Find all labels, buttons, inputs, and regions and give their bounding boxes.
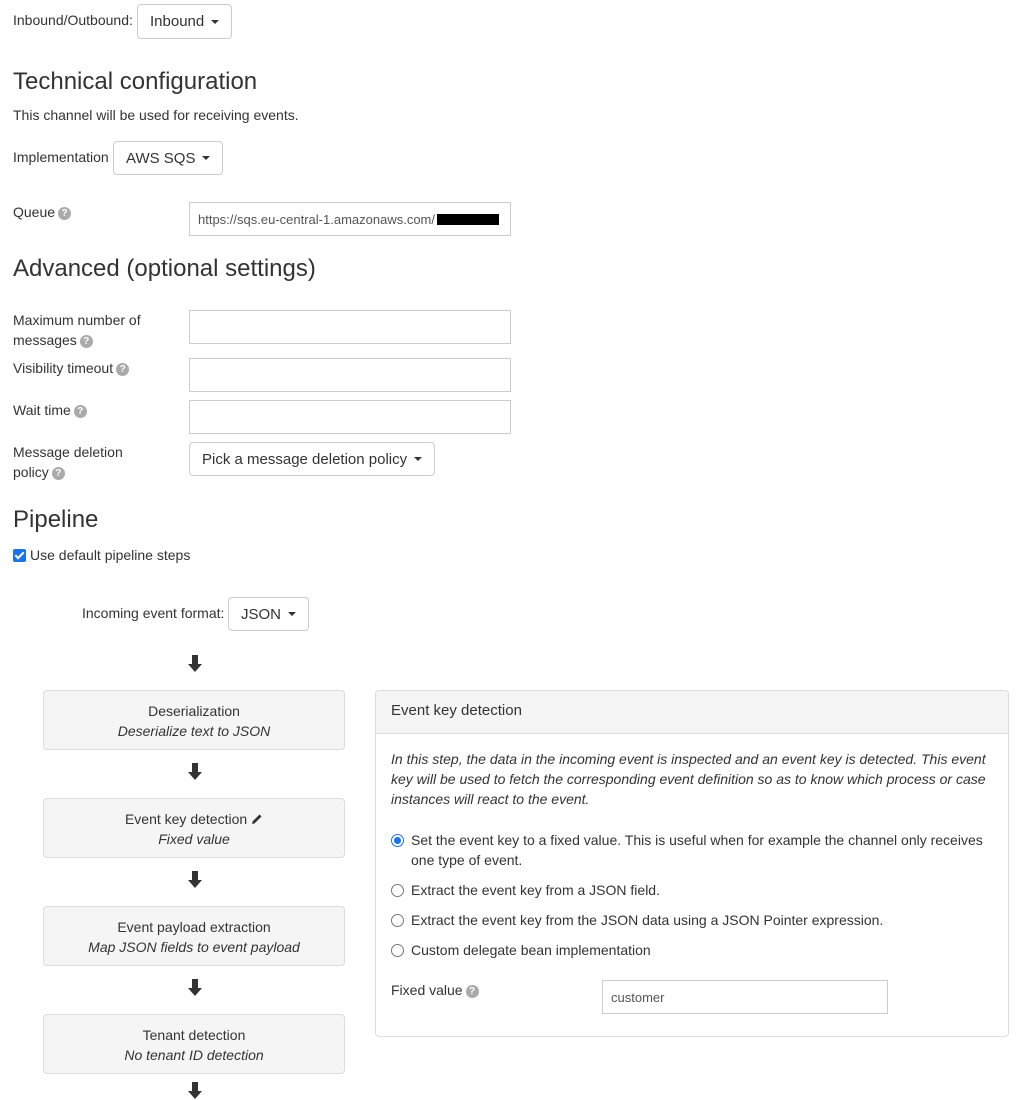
implementation-label: Implementation: [13, 149, 109, 165]
option-label: Set the event key to a fixed value. This is useful when for example the channel only receives one type of event.: [411, 832, 983, 868]
step-tenant-detection[interactable]: [43, 1014, 345, 1074]
help-icon[interactable]: ?: [466, 985, 479, 998]
wait-time-label-text: Wait time: [13, 402, 71, 418]
event-key-detection-panel: [375, 690, 1009, 1037]
option-json-pointer[interactable]: [391, 910, 996, 930]
radio-selected-icon[interactable]: [391, 834, 404, 847]
redacted-block: [437, 214, 499, 225]
queue-label: [13, 202, 71, 222]
step-title: Event payload extraction: [117, 919, 271, 935]
use-default-steps-checkbox[interactable]: [13, 545, 190, 565]
panel-title: Event key detection: [376, 691, 1008, 734]
queue-label-text: Queue: [13, 204, 56, 220]
visibility-timeout-input[interactable]: [189, 358, 511, 392]
event-format-dropdown[interactable]: [228, 597, 309, 631]
step-subtitle: No tenant ID detection: [124, 1047, 264, 1063]
direction-value: Inbound: [150, 13, 205, 30]
event-format-value: JSON: [241, 605, 282, 623]
technical-config-description: This channel will be used for receiving events.: [13, 107, 299, 123]
arrow-down-icon: [188, 763, 202, 781]
help-icon[interactable]: ?: [74, 405, 87, 418]
pencil-icon: [251, 813, 263, 825]
event-format-label: Incoming event format:: [82, 605, 225, 621]
help-icon[interactable]: ?: [58, 207, 71, 220]
checkbox-checked-icon[interactable]: [13, 549, 26, 562]
deletion-policy-value: Pick a message deletion policy: [202, 450, 408, 468]
visibility-timeout-label-text: Visibility timeout: [13, 360, 114, 376]
step-event-key-detection[interactable]: [43, 798, 345, 858]
deletion-policy-label-line1: Message deletion: [13, 444, 123, 460]
implementation-dropdown[interactable]: [113, 141, 223, 175]
deletion-policy-dropdown[interactable]: [189, 442, 435, 476]
option-custom-delegate[interactable]: [391, 940, 996, 960]
step-title: Deserialization: [148, 703, 240, 719]
help-icon[interactable]: ?: [116, 363, 129, 376]
caret-down-icon: [202, 156, 210, 160]
arrow-down-icon: [188, 1082, 202, 1100]
step-title: Event key detection: [124, 811, 248, 827]
fixed-value-label-text: Fixed value: [391, 982, 463, 998]
queue-value: https://sqs.eu-central-1.amazonaws.com/: [198, 211, 435, 227]
wait-time-label: [13, 400, 87, 420]
max-messages-input[interactable]: [189, 310, 511, 344]
step-subtitle: Fixed value: [158, 831, 230, 847]
implementation-value: AWS SQS: [126, 149, 196, 167]
step-event-payload-extraction[interactable]: [43, 906, 345, 966]
help-icon[interactable]: ?: [52, 467, 65, 480]
wait-time-input[interactable]: [189, 400, 511, 434]
step-deserialization[interactable]: [43, 690, 345, 750]
arrow-down-icon: [188, 979, 202, 997]
use-default-steps-label: Use default pipeline steps: [30, 547, 191, 563]
option-label: Custom delegate bean implementation: [411, 942, 651, 958]
pipeline-heading: Pipeline: [13, 506, 99, 533]
max-messages-label-line2: messages: [13, 332, 77, 348]
panel-description: In this step, the data in the incoming event is inspected and an event key is detected. This event key will be used to fetch the corresponding event definition so as to know which process or case instances will react to the event.: [391, 751, 986, 807]
radio-icon[interactable]: [391, 944, 404, 957]
option-label: Extract the event key from a JSON field.: [411, 882, 660, 898]
caret-down-icon: [211, 20, 219, 24]
caret-down-icon: [414, 457, 422, 461]
option-label: Extract the event key from the JSON data using a JSON Pointer expression.: [411, 912, 884, 928]
step-title: Tenant detection: [142, 1027, 246, 1043]
technical-config-heading: Technical configuration: [13, 68, 258, 95]
radio-icon[interactable]: [391, 884, 404, 897]
option-json-field[interactable]: [391, 880, 996, 900]
radio-icon[interactable]: [391, 914, 404, 927]
direction-label: Inbound/Outbound:: [13, 12, 133, 28]
option-fixed-value[interactable]: [391, 830, 996, 870]
visibility-timeout-label: [13, 358, 129, 378]
deletion-policy-label: [13, 442, 123, 482]
fixed-value-label: [391, 980, 479, 1000]
advanced-heading: Advanced (optional settings): [13, 255, 316, 282]
queue-input[interactable]: [189, 202, 511, 236]
step-subtitle: Deserialize text to JSON: [117, 723, 271, 739]
max-messages-label-line1: Maximum number of: [13, 312, 141, 328]
step-subtitle: Map JSON fields to event payload: [88, 939, 300, 955]
deletion-policy-label-line2: policy: [13, 464, 49, 480]
max-messages-label: [13, 310, 141, 350]
help-icon[interactable]: ?: [80, 335, 93, 348]
caret-down-icon: [288, 612, 296, 616]
arrow-down-icon: [188, 655, 202, 673]
arrow-down-icon: [188, 871, 202, 889]
fixed-value-input[interactable]: customer: [602, 980, 888, 1014]
direction-dropdown[interactable]: [137, 4, 232, 39]
